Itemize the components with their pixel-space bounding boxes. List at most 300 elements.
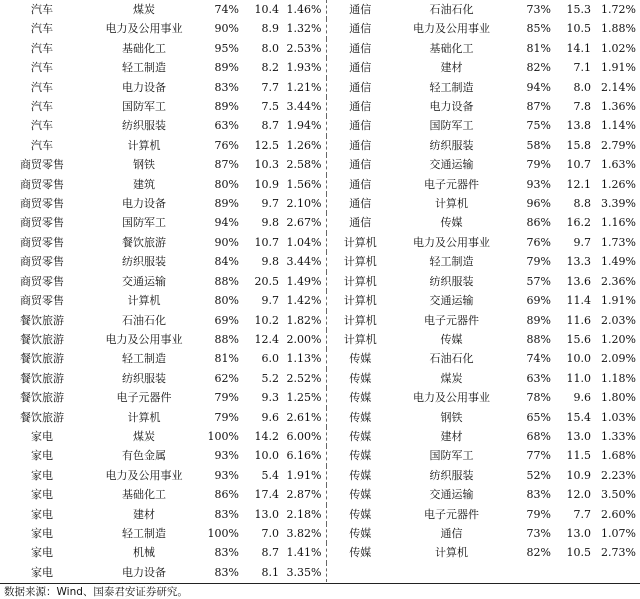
left-cell-1: 汽车 (31, 22, 53, 36)
right-cell-2: 交通运输 (429, 158, 474, 172)
left-cell-1: 餐饮旅游 (20, 352, 64, 366)
left-cell-4: 10.7 (254, 235, 279, 249)
left-cell-1: 汽车 (31, 80, 53, 94)
left-cell-2: 交通运输 (122, 274, 166, 288)
left-cell-1: 家电 (31, 526, 53, 540)
left-cell-3: 89% (214, 100, 239, 114)
left-cell-2: 纺织服装 (122, 371, 166, 385)
left-cell-1: 商贸零售 (20, 158, 64, 172)
right-cell-5: 1.33% (601, 429, 636, 443)
table-row (0, 330, 640, 349)
right-cell-5 (593, 563, 640, 582)
table-row (0, 155, 640, 174)
table-row (0, 272, 640, 291)
left-cell-4: 9.6 (261, 410, 279, 424)
left-cell-1: 家电 (31, 565, 53, 579)
table-row (0, 291, 640, 310)
left-cell-1: 餐饮旅游 (20, 313, 64, 327)
right-cell-5: 2.60% (601, 507, 636, 521)
right-cell-5: 1.02% (601, 41, 636, 55)
right-cell-1: 计算机 (326, 272, 394, 291)
right-cell-1: 计算机 (326, 311, 394, 330)
right-cell-3: 79% (526, 507, 551, 521)
right-cell-3: 93% (526, 177, 551, 191)
left-cell-4: 13.0 (254, 507, 279, 521)
left-cell-3: 83% (214, 546, 239, 560)
right-cell-3: 65% (526, 410, 551, 424)
left-cell-4: 9.8 (261, 255, 279, 269)
left-cell-1: 商贸零售 (20, 235, 64, 249)
right-cell-5: 1.88% (601, 22, 636, 36)
right-cell-5: 1.72% (601, 3, 636, 16)
left-cell-2: 建材 (133, 507, 155, 521)
left-cell-5: 2.18% (286, 507, 322, 521)
left-cell-3: 83% (214, 565, 239, 579)
left-cell-3: 80% (214, 177, 239, 191)
right-cell-4: 10.7 (566, 158, 591, 172)
left-cell-3: 63% (214, 119, 239, 133)
left-cell-2: 电力设备 (122, 197, 166, 211)
right-cell-2: 传媒 (440, 332, 463, 346)
right-cell-3: 87% (526, 100, 551, 114)
left-cell-4: 8.0 (261, 41, 279, 55)
right-cell-5: 1.91% (601, 61, 636, 75)
left-cell-2: 轻工制造 (122, 61, 166, 75)
left-cell-2: 国防军工 (122, 216, 166, 230)
right-cell-4: 7.1 (573, 61, 591, 75)
right-cell-2: 国防军工 (429, 449, 474, 463)
left-cell-4: 20.5 (254, 274, 279, 288)
right-cell-2: 电力及公用事业 (413, 391, 490, 405)
left-cell-5: 1.32% (286, 22, 322, 36)
table-row (0, 175, 640, 194)
table-row (0, 194, 640, 213)
table-row (0, 0, 640, 19)
left-cell-5: 1.91% (286, 468, 322, 482)
left-cell-5: 1.26% (286, 138, 322, 152)
left-cell-5: 1.46% (286, 3, 322, 16)
source-note: 数据来源：Wind、国泰君安证券研究。 (4, 586, 188, 598)
right-cell-2: 钢铁 (440, 410, 463, 424)
right-cell-3: 79% (526, 255, 551, 269)
left-cell-2: 纺织服装 (122, 255, 166, 269)
right-cell-3: 73% (526, 3, 551, 16)
right-cell-3 (509, 563, 553, 582)
right-cell-5: 1.18% (601, 371, 636, 385)
table-row (0, 563, 640, 582)
right-cell-1: 计算机 (326, 233, 394, 252)
right-cell-3: 68% (526, 429, 551, 443)
left-cell-2: 电力设备 (122, 565, 166, 579)
right-cell-1: 传媒 (326, 446, 394, 465)
left-cell-4: 8.7 (261, 546, 279, 560)
right-cell-3: 76% (526, 235, 551, 249)
left-cell-1: 餐饮旅游 (20, 410, 64, 424)
right-cell-4: 9.6 (573, 391, 591, 405)
right-cell-3: 94% (526, 80, 551, 94)
right-cell-5: 2.36% (601, 274, 636, 288)
table-row (0, 311, 640, 330)
left-cell-4: 10.0 (254, 449, 279, 463)
right-cell-2: 电子元器件 (424, 177, 479, 191)
left-cell-1: 商贸零售 (20, 216, 64, 230)
right-cell-2: 国防军工 (429, 119, 474, 133)
left-cell-3: 93% (214, 468, 239, 482)
right-cell-5: 1.36% (601, 100, 636, 114)
left-cell-3: 76% (214, 138, 239, 152)
left-cell-4: 10.4 (254, 3, 279, 16)
left-cell-5: 1.42% (286, 294, 322, 308)
left-cell-4: 9.7 (261, 197, 279, 211)
right-cell-4: 13.0 (566, 526, 591, 540)
left-cell-2: 纺织服装 (122, 119, 166, 133)
right-cell-1: 传媒 (326, 427, 394, 446)
left-cell-4: 9.3 (261, 391, 279, 405)
right-cell-2: 通信 (440, 526, 463, 540)
left-cell-4: 17.4 (254, 488, 279, 502)
left-cell-1: 汽车 (31, 138, 53, 152)
right-cell-3: 63% (526, 371, 551, 385)
right-cell-3: 96% (526, 197, 551, 211)
right-cell-1: 通信 (326, 58, 394, 77)
right-cell-4: 13.6 (566, 274, 591, 288)
left-cell-2: 计算机 (127, 294, 161, 308)
right-cell-5: 1.73% (601, 235, 636, 249)
right-cell-2: 计算机 (435, 197, 468, 211)
right-cell-5: 1.91% (601, 294, 636, 308)
table-row (0, 19, 640, 38)
right-cell-3: 73% (526, 526, 551, 540)
table-row (0, 505, 640, 524)
right-cell-5: 2.79% (601, 138, 636, 152)
left-cell-4: 7.7 (261, 80, 279, 94)
right-cell-3: 57% (526, 274, 551, 288)
table-row (0, 349, 640, 368)
left-cell-3: 79% (214, 391, 239, 405)
right-cell-4: 16.2 (566, 216, 591, 230)
right-cell-3: 52% (526, 468, 551, 482)
right-cell-5: 1.20% (601, 332, 636, 346)
left-cell-3: 90% (214, 235, 239, 249)
left-cell-2: 电力设备 (122, 80, 166, 94)
right-cell-1: 传媒 (326, 369, 394, 388)
left-cell-1: 餐饮旅游 (20, 332, 64, 346)
right-cell-2: 石油石化 (429, 352, 474, 366)
left-cell-3: 94% (214, 216, 239, 230)
left-cell-5: 1.13% (286, 352, 322, 366)
right-cell-1: 通信 (326, 19, 394, 38)
left-cell-5: 2.00% (286, 332, 322, 346)
right-cell-2: 纺织服装 (429, 274, 474, 288)
right-cell-4: 15.3 (566, 3, 591, 16)
right-cell-3: 88% (526, 332, 551, 346)
left-cell-1: 汽车 (31, 119, 53, 133)
right-cell-1: 传媒 (326, 408, 394, 427)
left-cell-4: 5.2 (261, 371, 279, 385)
right-cell-1: 通信 (326, 97, 394, 116)
right-cell-3: 75% (526, 119, 551, 133)
left-cell-5: 6.00% (286, 429, 322, 443)
right-cell-1: 通信 (326, 136, 394, 155)
table-row (0, 427, 640, 446)
left-cell-5: 3.44% (286, 100, 322, 114)
left-cell-1: 餐饮旅游 (20, 391, 64, 405)
right-cell-5: 2.03% (601, 313, 636, 327)
right-cell-3: 82% (526, 546, 551, 560)
left-cell-2: 电力及公用事业 (105, 22, 183, 36)
left-cell-4: 12.5 (254, 138, 279, 152)
left-cell-4: 10.9 (254, 177, 279, 191)
left-cell-3: 84% (214, 255, 239, 269)
right-cell-5: 1.14% (601, 119, 636, 133)
table-row (0, 39, 640, 58)
left-cell-1: 汽车 (31, 100, 53, 114)
right-cell-4: 13.8 (566, 119, 591, 133)
right-cell-1: 通信 (326, 155, 394, 174)
left-cell-3: 86% (214, 488, 239, 502)
right-cell-2: 纺织服装 (429, 468, 474, 482)
left-cell-5: 3.44% (286, 255, 322, 269)
left-cell-3: 93% (214, 449, 239, 463)
right-cell-4: 8.8 (573, 197, 591, 211)
left-cell-4: 8.9 (261, 22, 279, 36)
right-cell-2: 轻工制造 (429, 255, 474, 269)
right-cell-1: 通信 (326, 78, 394, 97)
left-cell-3: 80% (214, 294, 239, 308)
right-cell-4: 10.5 (566, 546, 591, 560)
left-cell-1: 家电 (31, 507, 53, 521)
left-cell-2: 建筑 (133, 177, 155, 191)
right-cell-5: 2.14% (601, 80, 636, 94)
right-cell-4 (553, 563, 593, 582)
right-cell-4: 15.8 (566, 138, 591, 152)
left-cell-3: 100% (207, 429, 239, 443)
table-row (0, 524, 640, 543)
left-cell-3: 74% (214, 3, 239, 16)
right-cell-4: 11.4 (566, 294, 591, 308)
left-cell-1: 商贸零售 (20, 177, 64, 191)
right-cell-4: 9.7 (573, 235, 591, 249)
left-cell-2: 石油石化 (122, 313, 166, 327)
left-cell-5: 3.35% (286, 565, 322, 579)
left-cell-4: 7.5 (261, 100, 279, 114)
table-bottom-rule (0, 583, 640, 584)
right-cell-1: 传媒 (326, 543, 394, 562)
right-cell-2: 交通运输 (429, 294, 474, 308)
right-cell-4: 11.6 (566, 313, 591, 327)
right-cell-2: 计算机 (435, 546, 468, 560)
right-cell-2: 纺织服装 (429, 138, 474, 152)
right-cell-4: 11.5 (566, 449, 591, 463)
right-cell-5: 1.63% (601, 158, 636, 172)
left-cell-2: 轻工制造 (122, 526, 166, 540)
right-cell-2: 电力及公用事业 (413, 22, 490, 36)
right-cell-3: 74% (526, 352, 551, 366)
left-cell-3: 100% (207, 526, 239, 540)
right-cell-2: 电子元器件 (424, 313, 479, 327)
table-row (0, 116, 640, 135)
left-cell-2: 有色金属 (122, 449, 166, 463)
left-cell-4: 10.3 (254, 158, 279, 172)
left-cell-2: 基础化工 (122, 488, 166, 502)
right-cell-5: 2.23% (601, 468, 636, 482)
right-cell-2: 石油石化 (429, 3, 474, 16)
left-cell-2: 电子元器件 (116, 391, 172, 405)
left-cell-1: 商贸零售 (20, 294, 64, 308)
right-cell-4: 11.0 (566, 371, 591, 385)
left-cell-1: 商贸零售 (20, 255, 64, 269)
right-cell-2: 电力设备 (429, 100, 474, 114)
left-cell-4: 9.7 (261, 294, 279, 308)
left-cell-2: 计算机 (127, 410, 161, 424)
left-cell-3: 89% (214, 197, 239, 211)
left-cell-5: 2.10% (286, 197, 322, 211)
left-cell-5: 2.67% (286, 216, 322, 230)
right-cell-4: 12.1 (566, 177, 591, 191)
right-cell-2: 交通运输 (429, 488, 474, 502)
left-cell-2: 煤炭 (133, 3, 155, 16)
left-cell-4: 5.4 (261, 468, 279, 482)
right-cell-4: 10.5 (566, 22, 591, 36)
left-cell-3: 89% (214, 61, 239, 75)
left-cell-5: 1.93% (286, 61, 322, 75)
left-cell-3: 69% (214, 313, 239, 327)
left-cell-1: 家电 (31, 546, 53, 560)
left-cell-3: 95% (214, 41, 239, 55)
right-cell-5: 1.16% (601, 216, 636, 230)
right-cell-5: 1.49% (601, 255, 636, 269)
right-cell-3: 79% (526, 158, 551, 172)
right-cell-2: 煤炭 (440, 371, 463, 385)
right-cell-4: 10.0 (566, 352, 591, 366)
table-row (0, 485, 640, 504)
left-cell-3: 90% (214, 22, 239, 36)
left-cell-5: 2.52% (286, 371, 322, 385)
left-cell-5: 2.61% (286, 410, 322, 424)
left-cell-2: 机械 (133, 546, 155, 560)
table-row (0, 213, 640, 232)
right-cell-1: 通信 (326, 194, 394, 213)
right-cell-5: 3.50% (601, 488, 636, 502)
left-cell-5: 2.87% (286, 488, 322, 502)
left-cell-2: 钢铁 (133, 158, 155, 172)
left-cell-4: 12.4 (254, 332, 279, 346)
table-row (0, 446, 640, 465)
table-row (0, 97, 640, 116)
table-row (0, 408, 640, 427)
left-cell-5: 1.41% (286, 546, 322, 560)
table-row (0, 136, 640, 155)
right-cell-1: 计算机 (326, 330, 394, 349)
right-cell-3: 78% (526, 391, 551, 405)
left-cell-5: 1.82% (286, 313, 322, 327)
table-row (0, 466, 640, 485)
left-cell-2: 电力及公用事业 (105, 332, 183, 346)
table-row (0, 252, 640, 271)
left-cell-5: 1.04% (286, 235, 322, 249)
right-cell-5: 1.26% (601, 177, 636, 191)
left-cell-2: 基础化工 (122, 41, 166, 55)
table-row (0, 543, 640, 562)
right-cell-1: 通信 (326, 175, 394, 194)
left-cell-5: 1.49% (286, 274, 322, 288)
right-cell-2: 基础化工 (429, 41, 474, 55)
right-cell-3: 77% (526, 449, 551, 463)
left-cell-1: 家电 (31, 468, 53, 482)
right-cell-1: 通信 (326, 116, 394, 135)
left-cell-4: 7.0 (261, 526, 279, 540)
right-cell-4: 8.0 (573, 80, 591, 94)
right-cell-5: 1.80% (601, 391, 636, 405)
left-cell-3: 83% (214, 507, 239, 521)
table-row (0, 78, 640, 97)
table-row (0, 58, 640, 77)
right-cell-4: 12.0 (566, 488, 591, 502)
right-cell-2: 电力及公用事业 (413, 235, 490, 249)
left-cell-5: 2.53% (286, 41, 322, 55)
left-cell-5: 1.56% (286, 177, 322, 191)
left-cell-5: 1.25% (286, 391, 322, 405)
left-cell-4: 14.2 (254, 429, 279, 443)
right-cell-3: 69% (526, 294, 551, 308)
left-cell-4: 8.2 (261, 61, 279, 75)
left-cell-2: 轻工制造 (122, 352, 166, 366)
right-cell-1: 传媒 (326, 485, 394, 504)
right-cell-2: 电子元器件 (424, 507, 479, 521)
left-cell-2: 计算机 (127, 138, 161, 152)
right-cell-3: 83% (526, 488, 551, 502)
left-cell-3: 79% (214, 410, 239, 424)
right-cell-3: 82% (526, 61, 551, 75)
right-cell-2: 传媒 (440, 216, 463, 230)
right-cell-4: 15.6 (566, 332, 591, 346)
right-cell-1: 传媒 (326, 388, 394, 407)
left-cell-3: 88% (214, 274, 239, 288)
left-cell-2: 餐饮旅游 (122, 235, 166, 249)
right-cell-2 (394, 563, 509, 582)
left-cell-1: 家电 (31, 449, 53, 463)
right-cell-1 (326, 563, 394, 582)
right-cell-1: 传媒 (326, 466, 394, 485)
right-cell-5: 3.39% (601, 197, 636, 211)
left-cell-1: 汽车 (31, 41, 53, 55)
left-cell-1: 商贸零售 (20, 274, 64, 288)
right-cell-4: 14.1 (566, 41, 591, 55)
left-cell-3: 81% (214, 352, 239, 366)
right-cell-2: 建材 (440, 61, 463, 75)
right-cell-4: 13.0 (566, 429, 591, 443)
right-cell-1: 计算机 (326, 291, 394, 310)
right-cell-3: 89% (526, 313, 551, 327)
right-cell-3: 85% (526, 22, 551, 36)
left-cell-4: 8.7 (261, 119, 279, 133)
left-cell-3: 88% (214, 332, 239, 346)
left-cell-4: 6.0 (261, 352, 279, 366)
left-cell-2: 国防军工 (122, 100, 166, 114)
left-cell-1: 汽车 (31, 3, 53, 16)
right-cell-2: 建材 (440, 429, 463, 443)
right-cell-3: 86% (526, 216, 551, 230)
left-cell-4: 8.1 (261, 565, 279, 579)
left-cell-1: 商贸零售 (20, 197, 64, 211)
right-cell-1: 传媒 (326, 349, 394, 368)
right-cell-4: 10.9 (566, 468, 591, 482)
right-cell-4: 7.7 (573, 507, 591, 521)
right-cell-1: 计算机 (326, 252, 394, 271)
left-cell-1: 汽车 (31, 61, 53, 75)
left-cell-1: 家电 (31, 488, 53, 502)
left-cell-3: 87% (214, 158, 239, 172)
